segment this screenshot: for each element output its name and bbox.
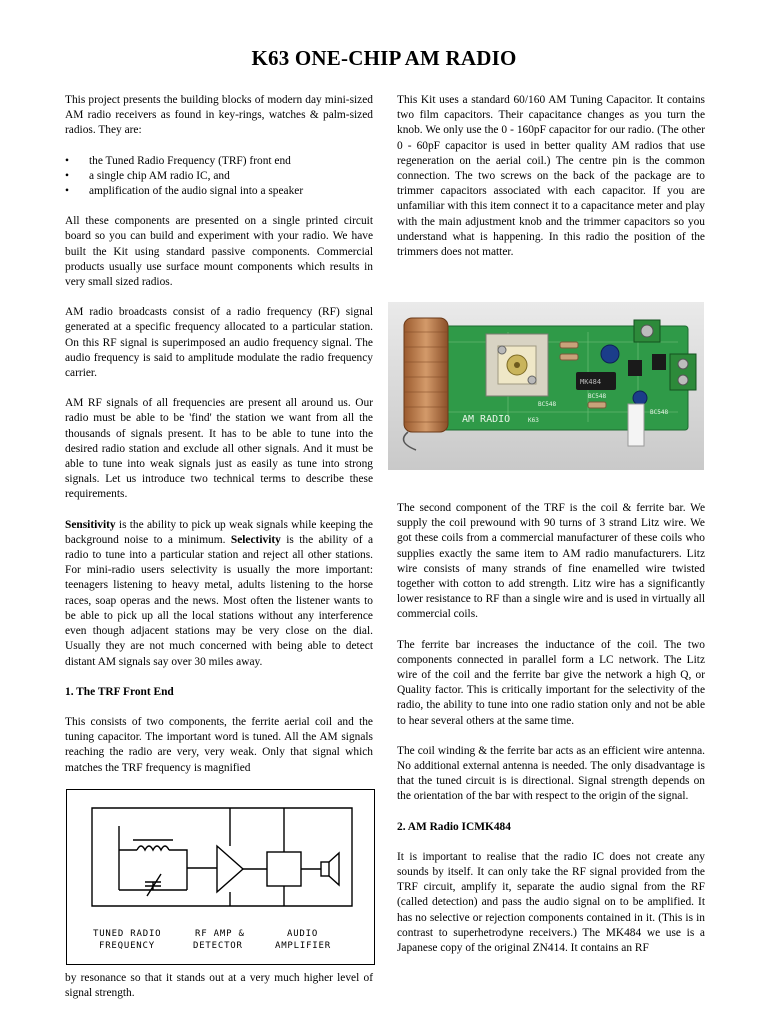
block-diagram bbox=[66, 789, 375, 965]
section-heading-ic: 2. AM Radio ICMK484 bbox=[397, 820, 511, 833]
part-label: BC548 bbox=[538, 401, 557, 408]
antenna-paragraph: The coil winding & the ferrite bar acts as an efficient wire antenna. No additional external antenna is needed. The only disadvantage is that the tuned circuit is is directional. Signal strength depends on the orientation of the bar with respect to the origin of the signal. bbox=[397, 744, 705, 803]
ferrite-paragraph: The ferrite bar increases the inductance of the coil. The two components connected in parallel form a LC network. The Litz wire of the coil and the ferrite bar give the network a high Q, or Quality factor. This is critically important for the selectivity of the radio, the ability to tune into one radio station only and not be able to hear several others at the same time. bbox=[397, 638, 705, 727]
speaker-body-icon bbox=[321, 862, 329, 876]
list-item: • the Tuned Radio Frequency (TRF) front end bbox=[65, 154, 373, 169]
volume-shaft bbox=[628, 404, 644, 446]
selectivity-term: Selectivity bbox=[230, 533, 281, 546]
audio-amplifier-box-icon bbox=[267, 852, 301, 886]
diagram-label-rf-2: DETECTOR bbox=[193, 941, 243, 951]
diagram-label-trf-1: TUNED RADIO bbox=[93, 929, 162, 939]
intro-paragraph: This project presents the building blocks of modern day mini-sized AM radio receivers as found in key-rings, watches & palm-sized radios. They are: bbox=[65, 94, 373, 137]
coil-wire bbox=[119, 826, 187, 890]
speaker-cone-icon bbox=[329, 853, 339, 885]
am-broadcast-paragraph: AM radio broadcasts consist of a radio frequency (RF) signal generated at a specific frequency allocated to a particular station. On this RF signal is superimposed an audio frequency signal. The audio frequency is said to amplitude modulate the radio frequency carrier. bbox=[65, 306, 373, 380]
selectivity-text: is the ability of a radio to tune into a particular station and reject all other stations. For mini-radio users selectivity is usually the more important: teenagers listening to heavy metal, adults listening to the horse races, soap operas and the news. Most often the listener wants to be able to pick up all the local stations without any interference even though adjacent stations may be very close on the dial. Usually they are not much concerned with being able to detect distant AM signals say over 30 miles away. bbox=[65, 533, 374, 668]
pcb-paragraph: All these components are presented on a single printed circuit board so you can build and experiment with your radio. We have built the Kit using standard passive components. Commercial products usually use surface mount components which results in very small sized radios. bbox=[65, 215, 373, 289]
trf-paragraph: This consists of two components, the ferrite aerial coil and the tuning capacitor. The important word is tuned. All the AM signals reaching the radio are very, very weak. Only that signal which matches the TRF frequency is magnified bbox=[65, 715, 373, 774]
sensitivity-text: is the ability to pick up weak signals while keeping the background noise to a minimum. bbox=[65, 518, 373, 546]
left-column bbox=[65, 93, 373, 791]
section-heading-trf: 1. The TRF Front End bbox=[65, 685, 174, 698]
board-label: AM RADIO bbox=[462, 414, 511, 425]
building-blocks-list bbox=[65, 154, 373, 200]
list-item: • a single chip AM radio IC, and bbox=[65, 169, 373, 184]
ic-paragraph: It is important to realise that the radio IC does not create any sounds by itself. It can only take the RF signal provided from the TRF circuit, amplify it, separate the audio signal from the RF (called detection) and pass the audio signal on to be amplified. It has no selective or rejection components contained in it. (This is in contrast to superhetrodyne receivers.) The MK484 we use is a Japanese copy of the original ZN414. It contains an RF bbox=[397, 850, 705, 955]
sensitivity-term: Sensitivity bbox=[65, 518, 116, 531]
tuning-capacitor-paragraph: This Kit uses a standard 60/160 AM Tuning Capacitor. It contains two film capacitors. Their capacitance changes as you turn the knob. We only use the 0 - 160pF capacitor for our radio. (The other 0 - 60pF capacitor is used in better quality AM radios that use regeneration on the aerial coil.) The centre pin is the common connection. The two screws on the back of the package are to trimmer capacitors associated with each capacitor. If you are unfamiliar with this item connect it to a capacitance meter and play with the main adjustment knob and the trimmer capacitors so you understand what is happening. In this radio the position of the trimmers does not matter. bbox=[397, 94, 705, 259]
diagram-label-audio-1: AUDIO bbox=[287, 929, 319, 939]
diagram-label-trf-2: FREQUENCY bbox=[99, 941, 155, 951]
right-column-bottom bbox=[397, 501, 705, 956]
supply-wire bbox=[230, 808, 284, 906]
sensitivity-paragraph bbox=[65, 518, 373, 670]
rf-amp-triangle-icon bbox=[217, 846, 243, 892]
ferrite-coil bbox=[404, 318, 448, 432]
chip-label: MK484 bbox=[580, 378, 602, 386]
pcb-photo bbox=[388, 302, 704, 470]
pcb-photo-svg bbox=[388, 302, 704, 470]
rf-signals-paragraph: AM RF signals of all frequencies are present all around us. Our radio must be able to be 'find' the station we want from all the thousands of signals present. It has to be able to tune into the desired radio station and exclude all other signals. And it must be able to tune into weak signals just as easily as tune into strong signals. Let us introduce two technical terms to describe these requirements. bbox=[65, 397, 373, 501]
coil-paragraph: The second component of the TRF is the coil & ferrite bar. We supply the coil prewound with 90 turns of 3 strand Litz wire. We got these coils from a commercial manufacturer of these coils who supplies exactly the same item to AM radio manufacturers. Litz wire consists of many strands of fine enamelled wire twisted together with cotton to add strength. Litz wire has a significantly lower resistance to RF than a single wire and is used in virtually all commercial coils. bbox=[397, 502, 705, 621]
circuit-rail bbox=[92, 808, 352, 906]
part-label: BC548 bbox=[588, 393, 607, 400]
block-diagram-svg bbox=[67, 790, 374, 964]
diagram-label-rf-1: RF AMP & bbox=[195, 929, 245, 939]
board-code: K63 bbox=[528, 417, 539, 424]
coil-icon bbox=[137, 846, 169, 850]
page-title: K63 ONE-CHIP AM RADIO bbox=[251, 46, 517, 70]
list-item: • amplification of the audio signal into a speaker bbox=[65, 184, 373, 199]
resonance-paragraph: by resonance so that it stands out at a very much higher level of signal strength. bbox=[65, 972, 373, 1000]
tuning-capacitor-icon bbox=[145, 874, 161, 896]
diagram-label-audio-2: AMPLIFIER bbox=[275, 941, 331, 951]
part-label: BC548 bbox=[650, 409, 669, 416]
right-column-top bbox=[397, 93, 705, 275]
